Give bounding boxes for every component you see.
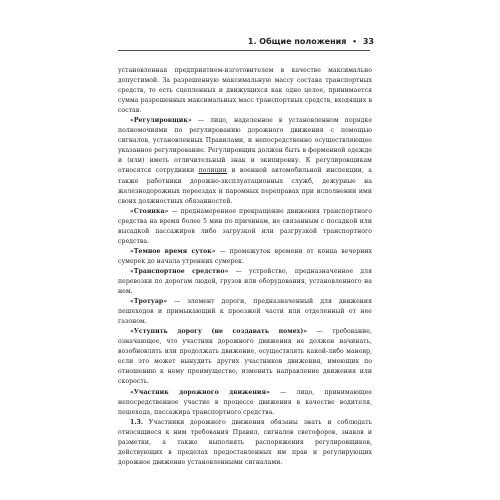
definition-text: — лицо, наделенное в установленном порядке полномочиями по регулированию дорожного движения с помощью сигналов, установленных Правилами, и непосредственно осуществляющее указанное регулирование. Регулировщик должен быть в форменной одежде и (или) иметь отличительный знак и экипировку. К регулировщикам относятся сотрудники xyxy=(118,117,372,175)
definition-text-cont: и военной автомобильной инспекции, а также работники дорожно-эксплуатационных служб, дежурные на железнодорожных переездах и паромных переправах при исполнении ими своих должностных обязанностей. xyxy=(118,167,372,205)
section-title: 1. Общие положения xyxy=(247,37,347,46)
definition-term: «Стоянка» xyxy=(130,207,169,215)
definition-uchastnik xyxy=(118,388,372,418)
definition-ustupit-dorogu xyxy=(118,327,372,387)
definition-text: — требование, означающее, что участник дорожного движения не должен начинать, возобновлять или продолжать движение, осуществлять какой-либо маневр, если это может вынудить других участников движения, имеющих по отношению к нему преимущество, изменить направление движения или скорость. xyxy=(118,328,372,386)
definition-term: «Темное время суток» xyxy=(130,247,216,255)
bullet-separator: • xyxy=(352,37,357,46)
clause-text: Участники дорожного движения обязаны знать и соблюдать относящиеся к ним требования Правил, сигналов светофоров, знаков и разметки, а также выполнять распоряжения регулировщиков, действующих в пределах предоставленных им прав и регулирующих дорожное движение установленными сигналами. xyxy=(118,418,372,466)
definition-stoyanka xyxy=(118,207,372,247)
definition-trotuar xyxy=(118,297,372,327)
definition-text: — преднамеренное прекращение движения транспортного средства на время более 5 мин по причинам, не связанным с посадкой или высадкой пассажиров либо загрузкой или разгрузкой транспортного средства. xyxy=(118,207,372,245)
definition-temnoe-vremya xyxy=(118,247,372,267)
body-text xyxy=(118,66,372,468)
definition-term: «Регулировщик» xyxy=(130,117,192,125)
running-head xyxy=(248,37,374,46)
definition-transportnoe-sredstvo xyxy=(118,267,372,297)
definition-text: — устройство, предназначенное для перевозки по дорогам людей, грузов или оборудования, установленного на нем. xyxy=(118,267,372,296)
definition-text: — промежуток времени от конца вечерних сумерек до начала утренних сумерек. xyxy=(118,247,372,265)
page-number: 33 xyxy=(362,37,374,46)
definition-term: «Транспортное средство» xyxy=(130,267,229,275)
header-rule xyxy=(118,50,370,51)
paragraph-continuation xyxy=(118,66,372,116)
definition-regulirovshchik xyxy=(118,116,372,206)
definition-term: «Уступить дорогу (не создавать помех)» xyxy=(130,328,308,336)
definition-term: «Участник дорожного движения» xyxy=(130,388,270,396)
underlined-word: полиции xyxy=(198,167,227,175)
paragraph-text: установленная предприятием-изготовителем в качестве максимально допустимой. За разрешенную максимальную массу состава транспортных средств, то есть сцепленных и движущихся как одно целое, принимается сумма разрешенных максимальных масс транспортных средств, входящих в состав. xyxy=(118,67,372,115)
definition-text: — элемент дороги, предназначенный для движения пешеходов и примыкающий к проезжей части или отделенный от нее газоном. xyxy=(118,298,372,326)
definition-text: — лицо, принимающее непосредственное участие в процессе движения в качестве водителя, пешехода, пассажира транспортного средства. xyxy=(118,388,372,416)
clause-number: 1.3. xyxy=(130,418,144,426)
definition-term: «Тротуар» xyxy=(130,298,168,306)
clause-1-3 xyxy=(118,418,372,468)
